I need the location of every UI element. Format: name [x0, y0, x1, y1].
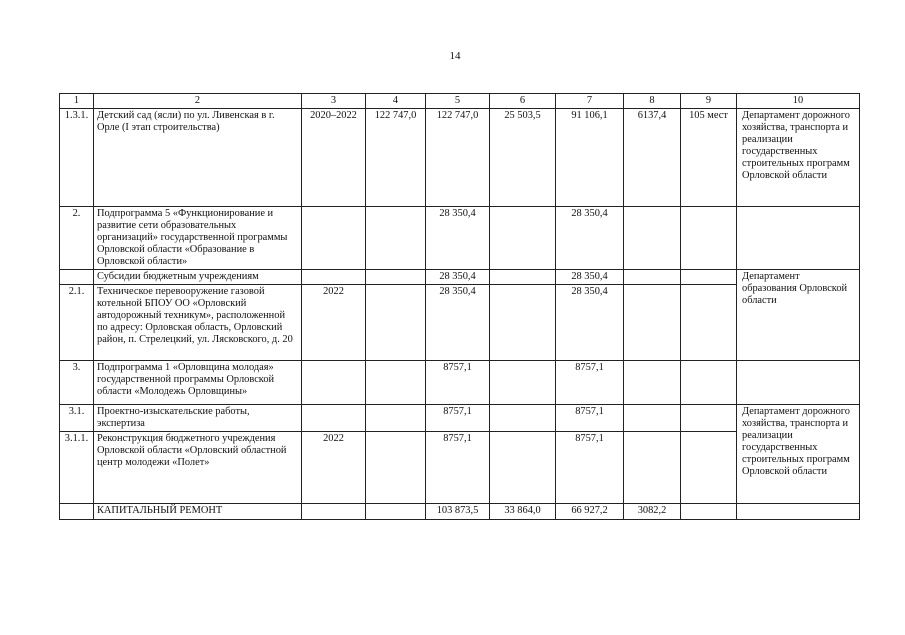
- header-cell: 6: [490, 94, 556, 109]
- cell-capacity: [681, 207, 737, 270]
- cell-value: [490, 361, 556, 405]
- row-name: Подпрограмма 1 «Орловщина молодая» государственной программы Орловской области «Молодежь Орловщины»: [94, 361, 302, 405]
- row-number: 2.: [60, 207, 94, 270]
- table-row: [60, 504, 860, 520]
- cell-years: [302, 207, 366, 270]
- cell-value: [366, 405, 426, 432]
- cell-value: 28 350,4: [556, 207, 624, 270]
- row-number: 1.3.1.: [60, 109, 94, 207]
- row-number: 3.: [60, 361, 94, 405]
- row-name: Проектно-изыскательские работы, экспертиза: [94, 405, 302, 432]
- row-number: 3.1.: [60, 405, 94, 432]
- row-name: Техническое перевооружение газовой котельной БПОУ ОО «Орловский автодорожный техникум», расположенной по адресу: Орловская область, Орловский район, п. Стрелецкий, ул. Лясковского, д. 20: [94, 285, 302, 361]
- header-cell: 4: [366, 94, 426, 109]
- cell-value: [624, 207, 681, 270]
- row-number: [60, 270, 94, 285]
- cell-value: 28 350,4: [426, 285, 490, 361]
- row-number: 2.1.: [60, 285, 94, 361]
- cell-value: [366, 207, 426, 270]
- cell-years: [302, 504, 366, 520]
- cell-value: 8757,1: [426, 361, 490, 405]
- cell-value: 8757,1: [426, 432, 490, 504]
- header-cell: 1: [60, 94, 94, 109]
- cell-value: 25 503,5: [490, 109, 556, 207]
- cell-value: [490, 285, 556, 361]
- cell-value: [624, 285, 681, 361]
- cell-capacity: [681, 405, 737, 432]
- cell-value: [624, 270, 681, 285]
- table-row: [60, 207, 860, 270]
- header-cell: 2: [94, 94, 302, 109]
- cell-years: 2020–2022: [302, 109, 366, 207]
- cell-capacity: 105 мест: [681, 109, 737, 207]
- cell-years: [302, 270, 366, 285]
- cell-value: 3082,2: [624, 504, 681, 520]
- cell-value: 103 873,5: [426, 504, 490, 520]
- row-name: КАПИТАЛЬНЫЙ РЕМОНТ: [94, 504, 302, 520]
- cell-capacity: [681, 361, 737, 405]
- cell-value: 6137,4: [624, 109, 681, 207]
- cell-department: Департамент образования Орловской области: [737, 270, 860, 361]
- cell-value: [490, 207, 556, 270]
- cell-value: 28 350,4: [556, 270, 624, 285]
- cell-value: 28 350,4: [426, 207, 490, 270]
- header-cell: 9: [681, 94, 737, 109]
- cell-department: Департамент дорожного хозяйства, транспорта и реализации государственных строительных программ Орловской области: [737, 109, 860, 207]
- cell-department: Департамент дорожного хозяйства, транспорта и реализации государственных строительных программ Орловской области: [737, 405, 860, 504]
- cell-years: 2022: [302, 432, 366, 504]
- cell-value: 28 350,4: [426, 270, 490, 285]
- cell-value: 122 747,0: [426, 109, 490, 207]
- row-number: [60, 504, 94, 520]
- table-row: [60, 361, 860, 405]
- header-cell: 3: [302, 94, 366, 109]
- cell-value: [624, 361, 681, 405]
- cell-value: [490, 432, 556, 504]
- header-cell: 7: [556, 94, 624, 109]
- cell-value: [366, 504, 426, 520]
- cell-value: [624, 405, 681, 432]
- cell-value: 28 350,4: [556, 285, 624, 361]
- header-row: [60, 94, 860, 109]
- cell-value: [366, 285, 426, 361]
- cell-value: 8757,1: [426, 405, 490, 432]
- cell-value: 122 747,0: [366, 109, 426, 207]
- cell-value: [366, 270, 426, 285]
- table-row: [60, 405, 860, 432]
- cell-years: [302, 361, 366, 405]
- cell-value: 8757,1: [556, 432, 624, 504]
- budget-table: [59, 93, 860, 520]
- cell-value: 8757,1: [556, 361, 624, 405]
- cell-value: 66 927,2: [556, 504, 624, 520]
- table-row: [60, 109, 860, 207]
- header-cell: 10: [737, 94, 860, 109]
- cell-value: 33 864,0: [490, 504, 556, 520]
- cell-value: 8757,1: [556, 405, 624, 432]
- cell-years: 2022: [302, 285, 366, 361]
- cell-department: [737, 504, 860, 520]
- cell-value: [624, 432, 681, 504]
- table-row: [60, 270, 860, 285]
- row-name: Подпрограмма 5 «Функционирование и развитие сети образовательных организаций» государственной программы Орловской области «Образование в Орловской области»: [94, 207, 302, 270]
- cell-capacity: [681, 504, 737, 520]
- cell-value: [366, 432, 426, 504]
- cell-capacity: [681, 270, 737, 285]
- header-cell: 5: [426, 94, 490, 109]
- cell-department: [737, 207, 860, 270]
- cell-department: [737, 361, 860, 405]
- header-cell: 8: [624, 94, 681, 109]
- row-name: Детский сад (ясли) по ул. Ливенская в г. Орле (I этап строительства): [94, 109, 302, 207]
- cell-value: [490, 270, 556, 285]
- cell-capacity: [681, 432, 737, 504]
- row-number: 3.1.1.: [60, 432, 94, 504]
- cell-value: 91 106,1: [556, 109, 624, 207]
- row-name: Реконструкция бюджетного учреждения Орловской области «Орловский областной центр молодежи «Полет»: [94, 432, 302, 504]
- row-name: Субсидии бюджетным учреждениям: [94, 270, 302, 285]
- cell-value: [366, 361, 426, 405]
- cell-capacity: [681, 285, 737, 361]
- cell-value: [490, 405, 556, 432]
- page-number: 14: [449, 50, 461, 62]
- cell-years: [302, 405, 366, 432]
